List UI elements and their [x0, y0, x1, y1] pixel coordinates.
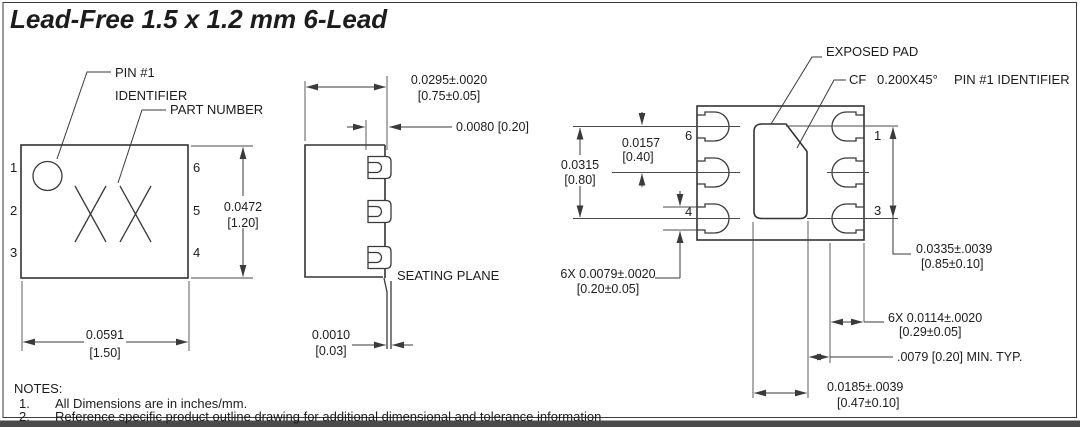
note-1-number: 1. [19, 396, 30, 411]
pin-number-1: 1 [10, 160, 18, 175]
dim-side-body-width-in: 0.0295±.0020 [410, 73, 488, 87]
dim-span [561, 128, 599, 217]
dim-pitch-in: 0.0157 [621, 136, 661, 150]
dim-lead-thickness-label: 0.0080 [0.20] [456, 120, 529, 134]
dim-body-height [191, 146, 262, 278]
dim-body-width [22, 281, 189, 360]
bottom-pin-3: 3 [874, 203, 882, 218]
dim-pad-width-mm: [0.47±0.10] [837, 396, 900, 410]
dim-pad-clearance-label: .0079 [0.20] MIN. TYP. [897, 350, 1023, 364]
pin1-identifier-leader [57, 72, 111, 159]
pin1-identifier-label-line2: IDENTIFIER [115, 88, 188, 103]
pin-number-6: 6 [193, 160, 201, 175]
seating-plane-label: SEATING PLANE [397, 268, 500, 283]
part-number-label: PART NUMBER [170, 102, 264, 117]
dim-pad-length [893, 128, 992, 272]
notes [14, 381, 601, 424]
dim-lead-width-in: 6X 0.0079±.0020 [560, 267, 656, 281]
dim-standoff-mm: [0.03] [315, 344, 347, 358]
pin-number-5: 5 [193, 203, 201, 218]
note-2-number: 2. [19, 409, 30, 424]
exposed-pad-label: EXPOSED PAD [826, 44, 919, 59]
dim-side-body-width [305, 73, 487, 150]
dim-span-in: 0.0315 [560, 158, 600, 172]
page-title: Lead-Free 1.5 x 1.2 mm 6-Lead [10, 4, 388, 34]
dim-pad-width [753, 222, 903, 410]
pin1-identifier-label-line1: PIN #1 [115, 65, 155, 80]
pin-number-4: 4 [193, 245, 201, 260]
seating-lead-left-edge [384, 278, 387, 349]
dim-body-height-mm: [1.20] [227, 216, 259, 230]
bottom-pin-6: 6 [685, 128, 693, 143]
dim-side-body-width-mm: [0.75±0.05] [417, 89, 481, 103]
note-1-text: All Dimensions are in inches/mm. [55, 396, 248, 411]
package-body-side-view [305, 145, 385, 277]
pin1-identifier-label: PIN #1 IDENTIFIER [954, 72, 1070, 87]
pin-number-3: 3 [10, 245, 18, 260]
dim-lead-width [560, 191, 697, 296]
exposed-pad [754, 124, 807, 219]
dim-pitch [622, 112, 660, 187]
dim-body-width-mm: [1.50] [89, 346, 121, 360]
pin-number-2: 2 [10, 203, 18, 218]
dim-pitch-mm: [0.40] [622, 150, 654, 164]
dim-lead-length-in: 6X 0.0114±.0020 [888, 311, 983, 325]
package-body-top-view [21, 145, 188, 278]
notes-heading: NOTES: [14, 381, 63, 396]
dim-span-mm: [0.80] [564, 173, 596, 187]
bottom-pin-1: 1 [874, 128, 882, 143]
chamfer-value-label: 0.200X45° [877, 72, 938, 87]
dim-pad-length-mm: [0.85±0.10] [921, 257, 984, 271]
dim-body-width-in: 0.0591 [85, 328, 125, 342]
dim-pad-length-in: 0.0335±.0039 [916, 242, 993, 256]
dim-standoff-in: 0.0010 [311, 328, 351, 342]
bottom-view [560, 44, 1069, 410]
exposed-pad-leader [771, 57, 822, 124]
chamfer-prefix-label: CF [849, 72, 867, 87]
side-view-leads [368, 157, 391, 269]
part-number-marking-xx [75, 186, 151, 242]
dim-lead-width-mm: [0.20±0.05] [576, 282, 640, 296]
part-number-leader [118, 110, 166, 183]
dim-body-height-in: 0.0472 [223, 200, 263, 214]
dim-lead-length-mm: [0.29±0.05] [899, 325, 962, 339]
dim-pad-width-in: 0.0185±.0039 [827, 380, 904, 394]
note-2-text: Reference specific product outline drawing for additional dimensional and tolerance information [55, 409, 602, 424]
pin1-identifier-dot [33, 162, 62, 191]
side-view [305, 73, 529, 358]
top-view [10, 65, 263, 360]
bottom-pin-4: 4 [685, 204, 693, 219]
dim-standoff [312, 328, 413, 358]
